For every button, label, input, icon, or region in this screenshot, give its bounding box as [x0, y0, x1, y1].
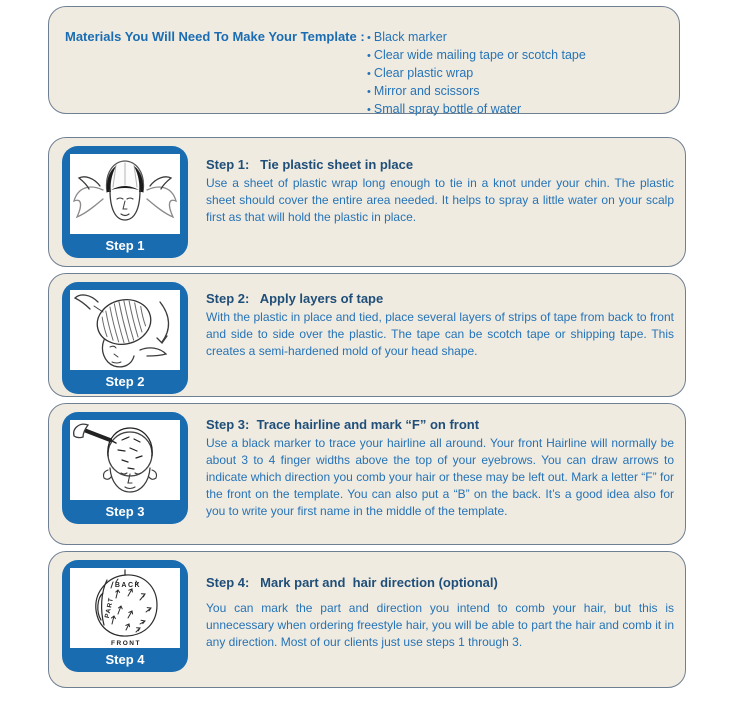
step-2-illustration	[70, 290, 180, 370]
template-outline	[96, 570, 157, 636]
material-item: • Black marker	[367, 29, 586, 47]
step-1-heading: Step 1: Tie plastic sheet in place	[206, 157, 414, 172]
step-3-heading: Step 3: Trace hairline and mark “F” on front	[206, 417, 480, 432]
step-4-illustration	[70, 568, 180, 648]
step-4-text	[206, 574, 674, 651]
step-2-label: Step 2	[105, 374, 145, 389]
step-4-body: You can mark the part and direction you intend to comb your hair, but this is unnecessary when ordering freestyle hair, you will be able to part the hair and comb it in any direction. Most of our clients just use steps 1 through 3.	[206, 601, 674, 649]
diagram-front-label: FRONT	[111, 640, 141, 647]
step-2-text	[206, 290, 674, 360]
step-2-body: With the plastic in place and tied, place several layers of strips of tape from back to front and side to side over the plastic. The tape can be scotch tape or shipping tape. This creates a semi-hardened mold of your head shape.	[206, 310, 674, 358]
materials-box	[48, 6, 680, 114]
materials-title: Materials You Will Need To Make Your Template :	[65, 29, 365, 44]
material-item: • Mirror and scissors	[367, 83, 586, 101]
apply-tape-drawing	[70, 290, 180, 370]
head-with-plastic	[74, 161, 176, 220]
step-1-tile	[62, 146, 188, 258]
step-3-tile	[62, 412, 188, 524]
step-1-box	[48, 137, 686, 267]
material-item: • Clear wide mailing tape or scotch tape	[367, 47, 586, 65]
step-3-body: Use a black marker to trace your hairline all around. Your front Hairline will normally be about 3 to 4 finger widths above the top of your eyebrows. You can draw arrows to indicate which direction you comb your hair or these may be left out. Mark a letter “F” for the front on the template. You can also put a “B” on the back. It’s a good idea also for you to write your first name in the middle of the template.	[206, 436, 674, 518]
step-3-label: Step 3	[105, 504, 145, 519]
step-3-box	[48, 403, 686, 545]
material-item: • Small spray bottle of water	[367, 101, 586, 119]
step-1-text	[206, 156, 674, 226]
step-4-heading: Step 4: Mark part and hair direction (optional)	[206, 575, 498, 590]
trace-hairline-drawing	[70, 420, 180, 500]
step-2-tile	[62, 282, 188, 394]
template-diagram-drawing	[70, 568, 180, 648]
diagram-part-label: PART	[103, 596, 116, 619]
step-1-illustration	[70, 154, 180, 234]
step-4-box	[48, 551, 686, 688]
step-3-text	[206, 416, 674, 520]
step-1-body: Use a sheet of plastic wrap long enough to tie in a knot under your chin. The plastic sheet should cover the entire area needed. It helps to spray a little water on your scalp first as that will hold the plastic in place.	[206, 176, 674, 224]
material-item: • Clear plastic wrap	[367, 65, 586, 83]
step-2-heading: Step 2: Apply layers of tape	[206, 291, 384, 306]
materials-list	[367, 29, 586, 119]
diagram-back-label: BACK	[114, 582, 142, 589]
head-with-marker	[74, 424, 157, 492]
step-4-label: Step 4	[105, 652, 145, 667]
step-4-tile	[62, 560, 188, 672]
taped-head	[75, 294, 169, 367]
step-1-label: Step 1	[105, 238, 145, 253]
step-3-illustration	[70, 420, 180, 500]
step-2-box	[48, 273, 686, 397]
tie-plastic-drawing	[70, 154, 180, 234]
